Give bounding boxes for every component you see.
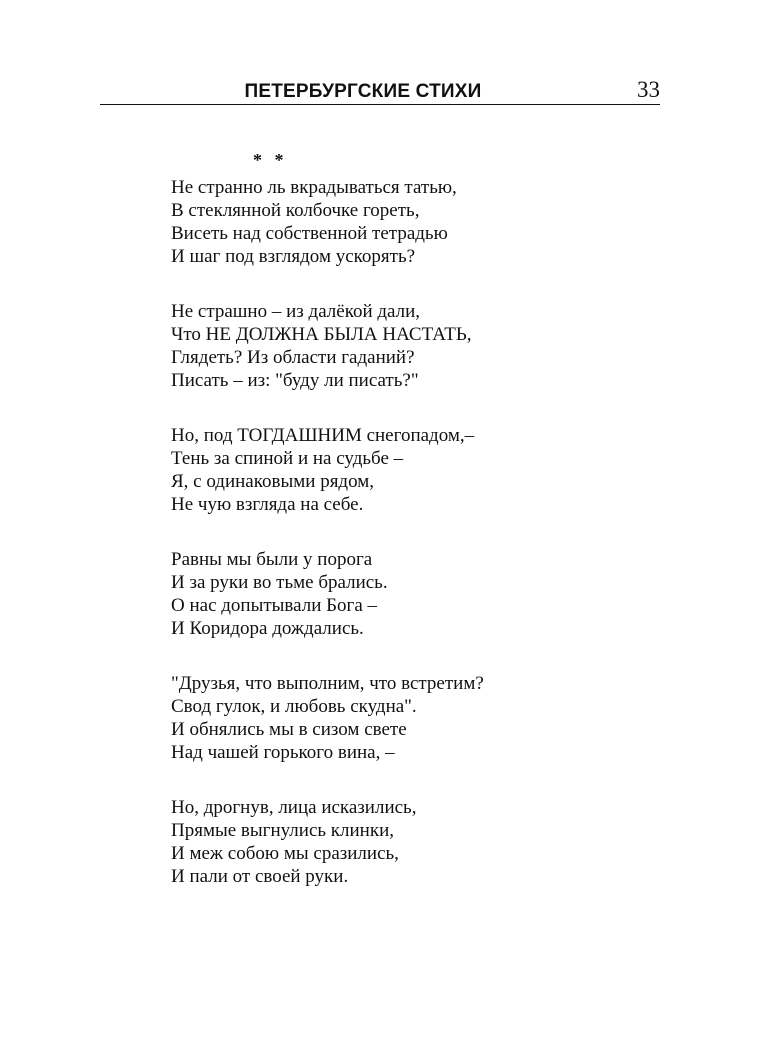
poem-line: В стеклянной колбочке гореть, — [171, 200, 420, 221]
header-rule — [100, 104, 660, 105]
poem-line: И Коридора дождались. — [171, 618, 364, 639]
poem-line: Не чую взгляда на себе. — [171, 494, 364, 515]
poem-line: Висеть над собственной тетрадью — [171, 223, 448, 244]
poem-line: И шаг под взглядом ускорять? — [171, 246, 416, 267]
poem-line: Свод гулок, и любовь скудна". — [171, 696, 417, 717]
poem-line: И меж собою мы сразились, — [171, 843, 399, 864]
poem-line: О нас допытывали Бога – — [171, 595, 378, 616]
poem-line: Прямые выгнулись клинки, — [171, 820, 394, 841]
header-title: ПЕТЕРБУРГСКИЕ СТИХИ — [244, 81, 482, 102]
poem-line: Тень за спиной и на судьбе – — [171, 448, 404, 469]
poem-line: "Друзья, что выполним, что встретим? — [171, 673, 484, 694]
poem-line: Равны мы были у порога — [171, 549, 373, 570]
poem-line: Глядеть? Из области гаданий? — [171, 347, 415, 368]
poem-line: Но, дрогнув, лица исказились, — [171, 797, 417, 818]
poem-line: Но, под ТОГДАШНИМ снегопадом,– — [171, 425, 475, 446]
stanza-6 — [171, 796, 484, 888]
poem-line: Что НЕ ДОЛЖНА БЫЛА НАСТАТЬ, — [171, 324, 472, 345]
poem-line: И за руки во тьме брались. — [171, 572, 388, 593]
poem-line: Писать – из: "буду ли писать?" — [171, 370, 419, 391]
poem-line: И обнялись мы в сизом свете — [171, 719, 407, 740]
stanza-1 — [171, 176, 484, 268]
poem-line: Над чашей горького вина, – — [171, 742, 395, 763]
running-head — [100, 76, 660, 106]
stanza-5 — [171, 672, 484, 764]
poem-line: Я, с одинаковыми рядом, — [171, 471, 375, 492]
poem — [171, 176, 484, 920]
poem-line: Не страшно – из далёкой дали, — [171, 301, 421, 322]
poem-line: Не странно ль вкрадываться татью, — [171, 177, 457, 198]
poem-mark: * * — [253, 150, 288, 170]
stanza-2 — [171, 300, 484, 392]
poem-line: И пали от своей руки. — [171, 866, 349, 887]
page-number: 33 — [637, 77, 660, 102]
stanza-3 — [171, 424, 484, 516]
stanza-4 — [171, 548, 484, 640]
